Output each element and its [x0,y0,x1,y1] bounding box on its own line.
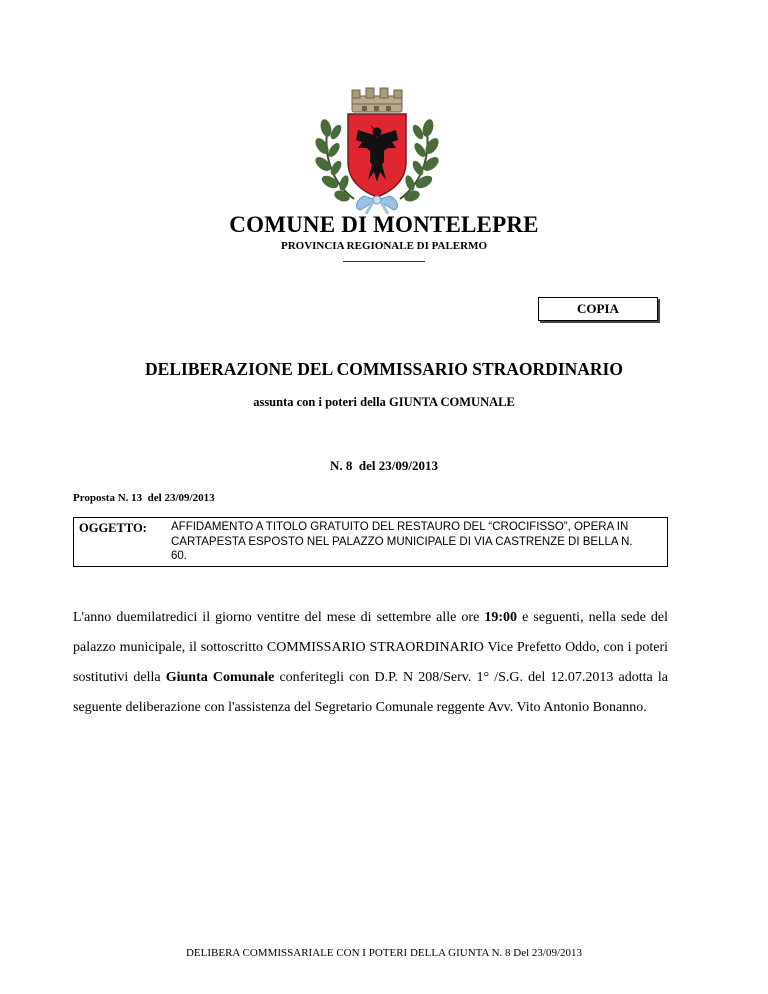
body-text-part-1: L'anno duemilatredici il giorno ventitre del mese di settembre alle ore [73,610,485,625]
deliberating-organ: Giunta Comunale [165,670,275,685]
body-paragraph [73,603,668,723]
meeting-time: 19:00 [484,610,518,625]
document-subtitle: assunta con i poteri della GIUNTA COMUNALE [253,395,515,409]
header-divider [343,261,425,262]
body-text-part-3: conferitegli con D.P. N 208/Serv. 1° /S.G. del 12.07.2013 adotta la seguente deliberazione con l'assistenza del Segretario Comunale reggente Avv. Vito Antonio Bonanno. [73,670,668,715]
coat-of-arms-eagle-icon [314,84,440,216]
subject-box [73,517,668,567]
subject-text: AFFIDAMENTO A TITOLO GRATUITO DEL RESTAURO DEL “CROCIFISSO”, OPERA IN CARTAPESTA ESPOSTO NEL PALAZZO MUNICIPALE DI VIA CASTRENZE DI BELLA N. 60. [171,521,633,562]
province-name: PROVINCIA REGIONALE DI PALERMO [280,240,488,252]
proposal-number: Proposta N. 13 del 23/09/2013 [73,492,215,504]
municipality-name: COMUNE DI MONTELEPRE [229,212,539,237]
page-footer: DELIBERA COMMISSARIALE CON I POTERI DELLA GIUNTA N. 8 Del 23/09/2013 [185,947,583,959]
copy-stamp: COPIA [538,297,658,321]
document-title: DELIBERAZIONE DEL COMMISSARIO STRAORDINARIO [145,359,623,379]
crown-icon [352,88,402,112]
body-text-part-2: e seguenti, nella sede del palazzo municipale, il sottoscritto COMMISSARIO STRAORDINARIO Vice Prefetto Oddo, con i poteri sostitutivi della [73,610,668,685]
subject-label: OGGETTO: [79,521,147,535]
deliberation-number: N. 8 del 23/09/2013 [330,458,438,473]
